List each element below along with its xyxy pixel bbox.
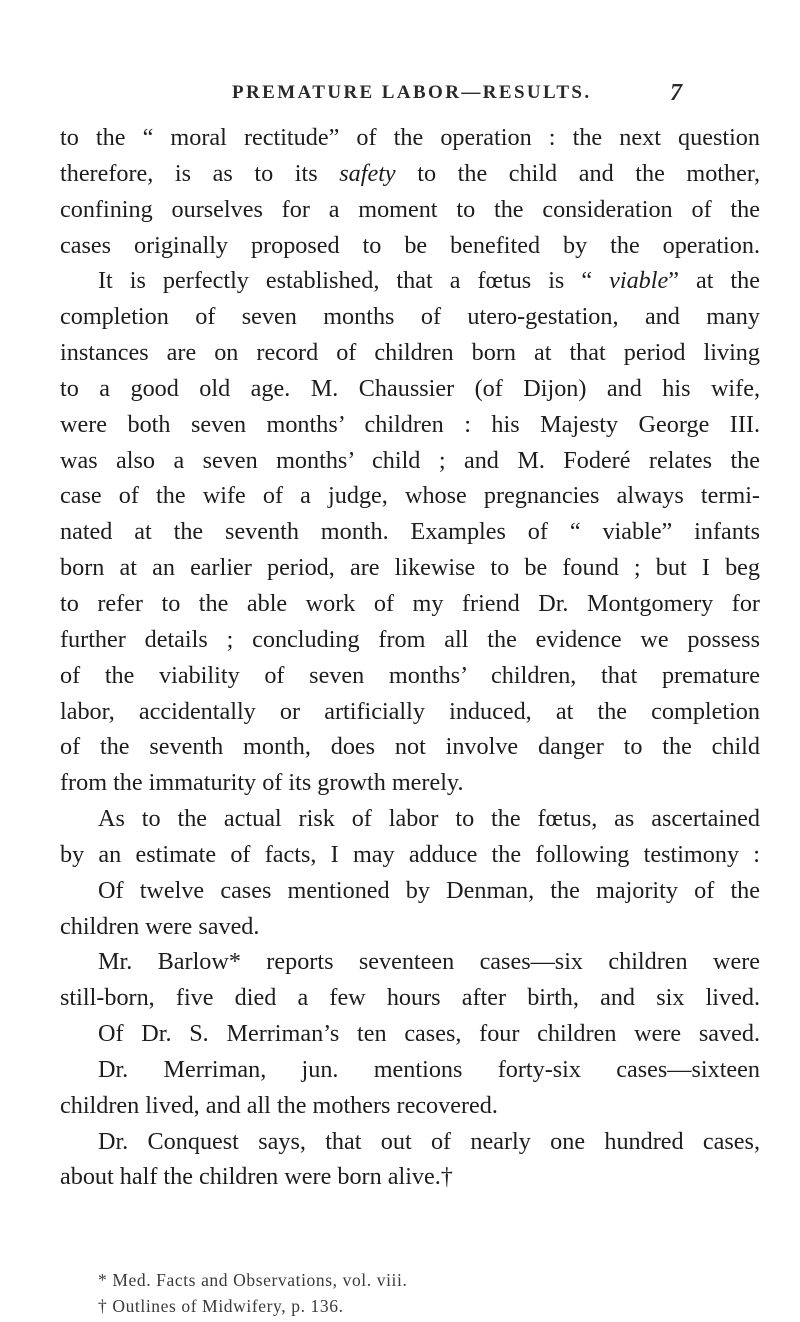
footnote: † Outlines of Midwifery, p. 136. [98, 1296, 344, 1316]
text-line: It is perfectly established, that a fœtus is “ viable” at the [98, 267, 760, 295]
text-line: instances are on record of children born at that period living [60, 339, 760, 367]
footnotes [98, 1267, 758, 1319]
text-line: by an estimate of facts, I may adduce the following testimony : [60, 840, 760, 868]
text-line: Of twelve cases mentioned by Denman, the majority of the [98, 876, 760, 904]
text-line: completion of seven months of utero-gestation, and many [60, 303, 760, 331]
text-line: was also a seven months’ child ; and M. Foderé relates the [60, 446, 760, 474]
text-line: of the viability of seven months’ children, that premature [60, 661, 760, 689]
text-line: therefore, is as to its safety to the child and the mother, [60, 159, 760, 187]
text-line: Dr. Conquest says, that out of nearly one hundred cases, [98, 1127, 760, 1155]
text-line: Of Dr. S. Merriman’s ten cases, four children were saved. [98, 1020, 760, 1048]
body-text [60, 120, 760, 1195]
text-line: Mr. Barlow* reports seventeen cases—six children were [98, 948, 760, 976]
text-line: labor, accidentally or artificially induced, at the completion [60, 697, 760, 725]
text-line: to refer to the able work of my friend Dr. Montgomery for [60, 589, 760, 617]
page-number: 7 [670, 80, 682, 106]
text-line: to a good old age. M. Chaussier (of Dijon) and his wife, [60, 374, 760, 402]
text-line: Dr. Merriman, jun. mentions forty-six cases—sixteen [98, 1055, 760, 1083]
text-line: further details ; concluding from all the evidence we possess [60, 625, 760, 653]
text-line: case of the wife of a judge, whose pregnancies always termi- [60, 482, 760, 510]
text-line: still-born, five died a few hours after birth, and six lived. [60, 984, 760, 1012]
text-line: nated at the seventh month. Examples of “ viable” infants [60, 518, 760, 546]
text-line: about half the children were born alive.† [60, 1163, 453, 1191]
text-line: children lived, and all the mothers recovered. [60, 1091, 498, 1119]
text-line: confining ourselves for a moment to the consideration of the [60, 195, 760, 223]
text-line: children were saved. [60, 912, 260, 940]
text-line: from the immaturity of its growth merely. [60, 769, 464, 797]
text-line: As to the actual risk of labor to the fœtus, as ascertained [98, 805, 760, 833]
footnote: * Med. Facts and Observations, vol. viii. [98, 1270, 408, 1290]
text-line: were both seven months’ children : his Majesty George III. [60, 410, 760, 438]
page-header [120, 82, 680, 114]
text-line: of the seventh month, does not involve danger to the child [60, 733, 760, 761]
text-line: cases originally proposed to be benefited by the operation. [60, 231, 760, 259]
text-line: born at an earlier period, are likewise to be found ; but I beg [60, 554, 760, 582]
text-line: to the “ moral rectitude” of the operation : the next question [60, 124, 760, 151]
running-head: PREMATURE LABOR—RESULTS. [232, 82, 592, 103]
